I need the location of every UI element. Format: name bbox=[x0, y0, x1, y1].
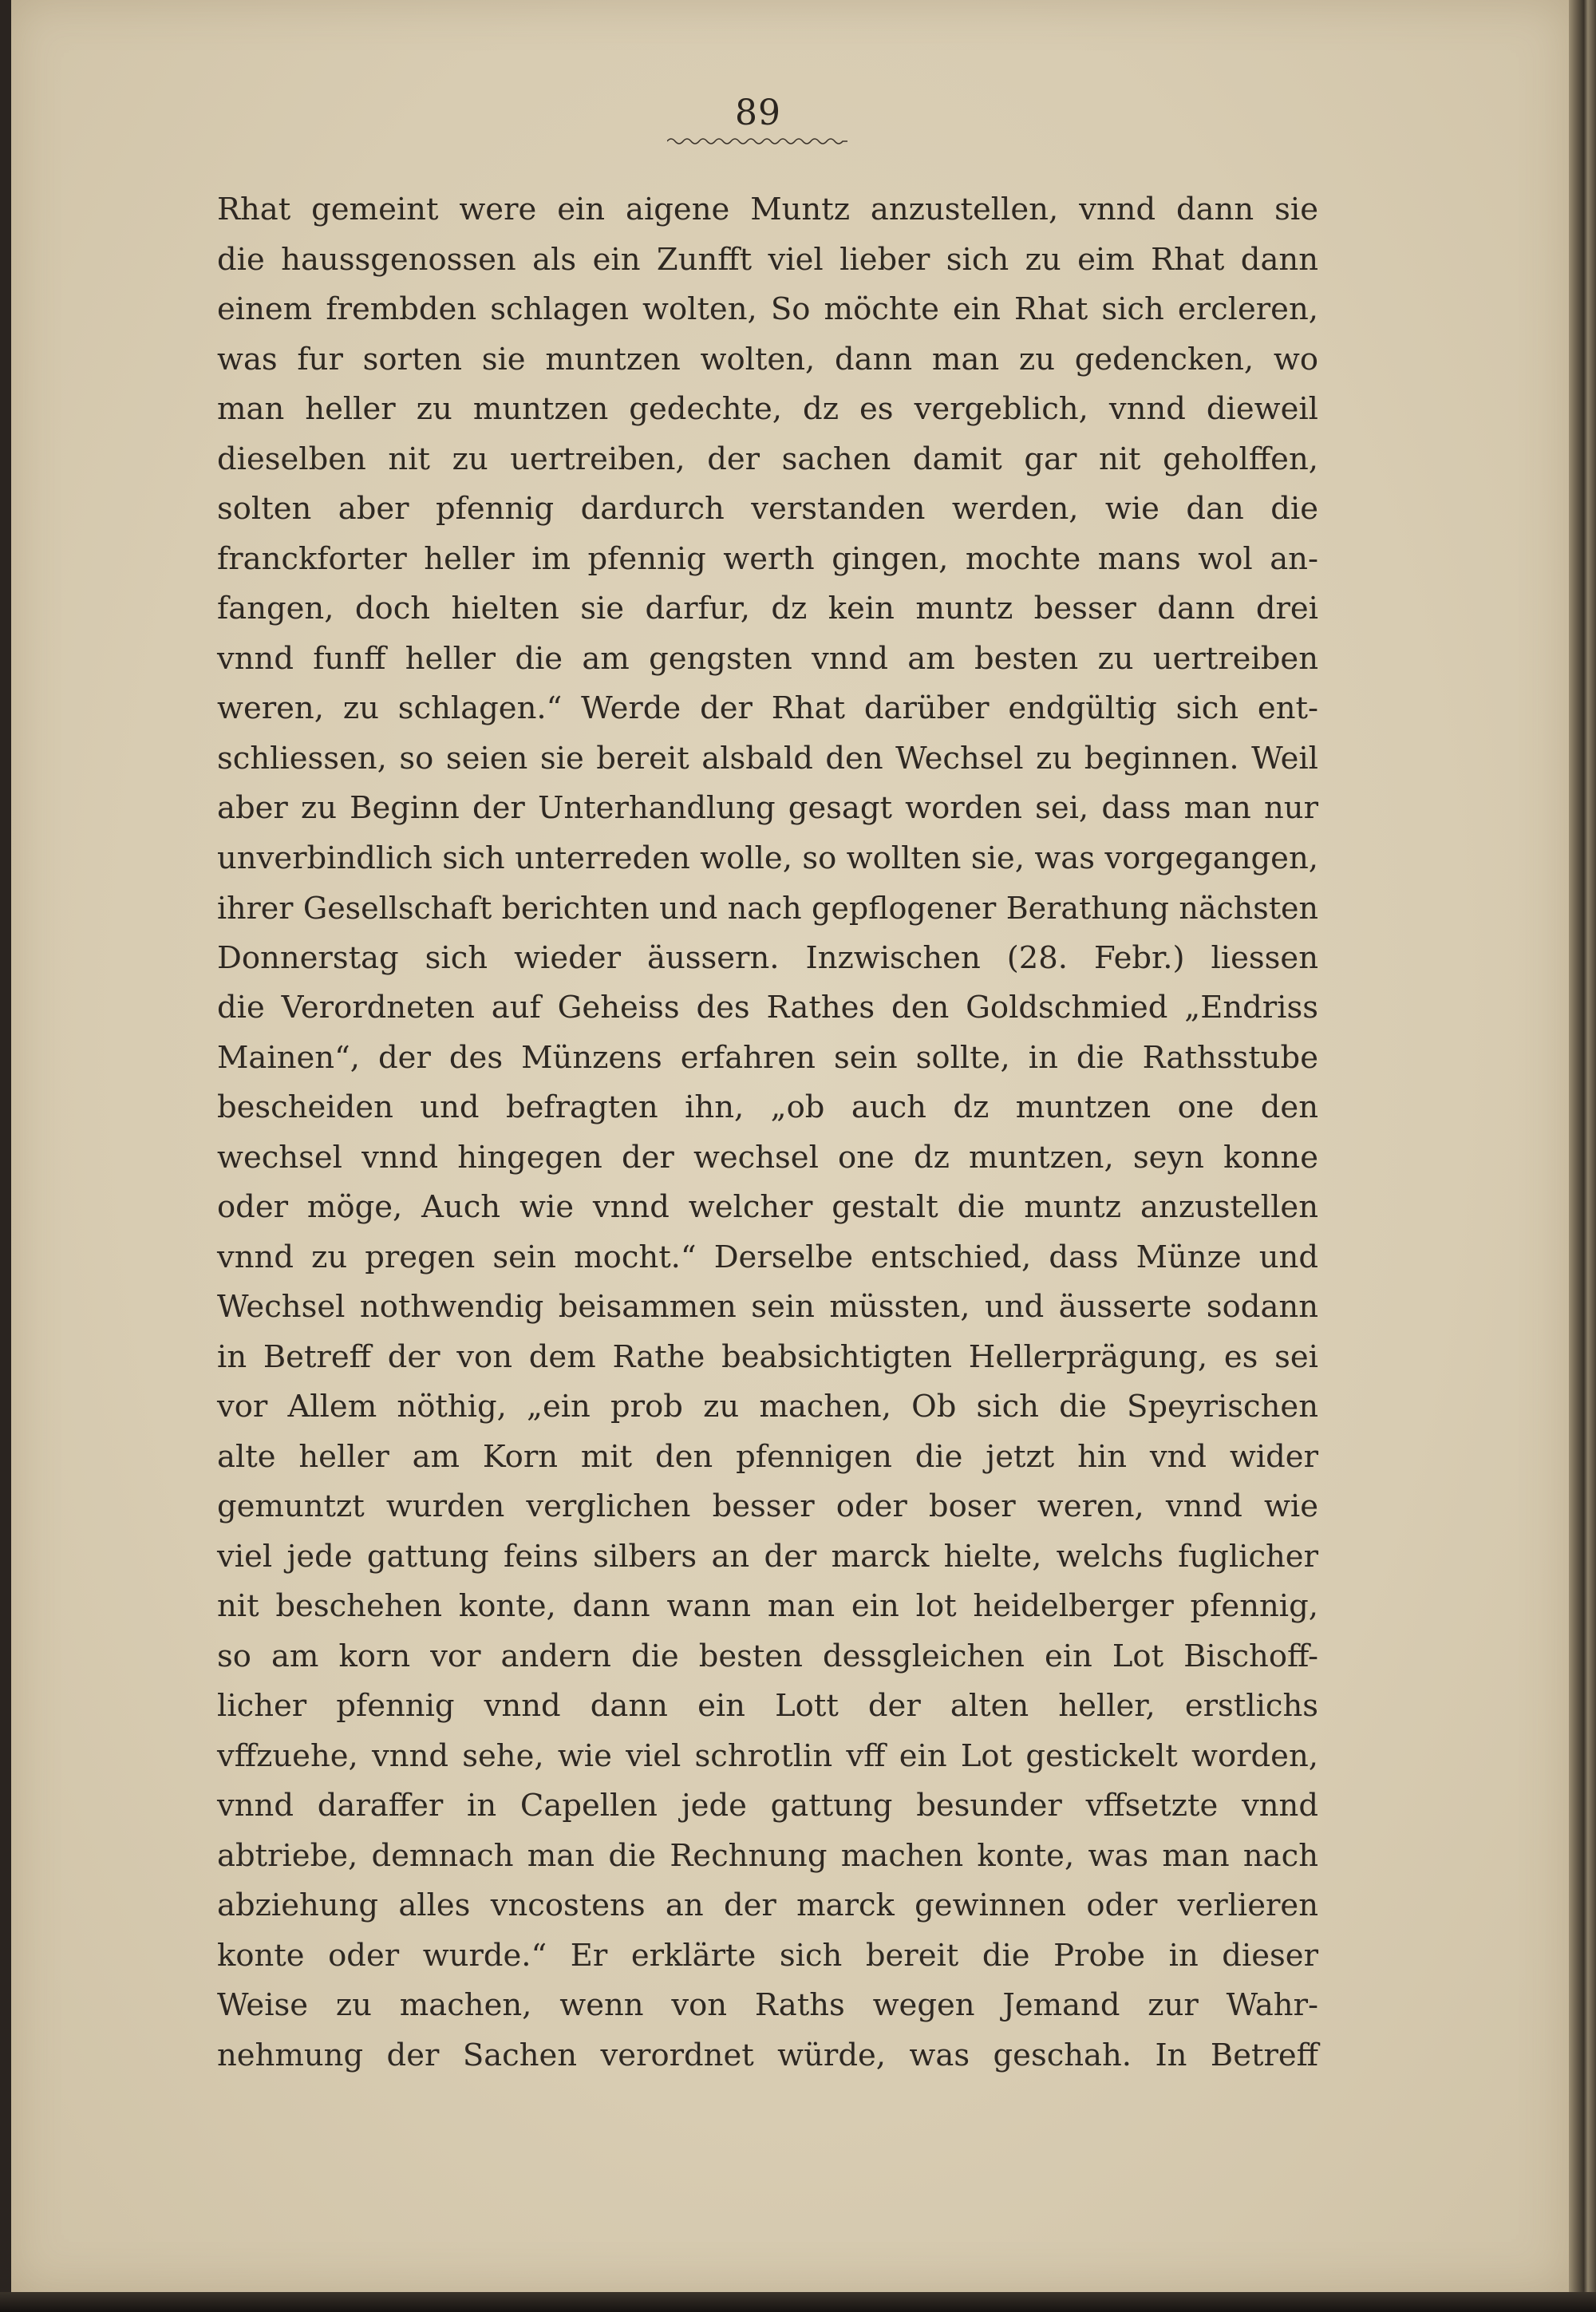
text-line: die haussgenossen als ein Zunfft viel lieber sich zu eim Rhat dann bbox=[217, 241, 1318, 278]
text-line: man heller zu muntzen gedechte, dz es vergeblich, vnnd dieweil bbox=[217, 391, 1318, 427]
text-line: vnnd zu pregen sein mocht.“ Derselbe entschied, dass Münze und bbox=[217, 1239, 1318, 1275]
page-edge-bottom bbox=[0, 2292, 1596, 2312]
text-line: solten aber pfennig dardurch verstanden werden, wie dan die bbox=[217, 491, 1318, 527]
text-line: Mainen“, der des Münzens erfahren sein sollte, in die Rathsstube bbox=[217, 1039, 1318, 1076]
text-line: alte heller am Korn mit den pfennigen die jetzt hin vnd wider bbox=[217, 1438, 1318, 1475]
binding-shadow-left bbox=[0, 0, 11, 2312]
text-line: vffzuehe, vnnd sehe, wie viel schrotlin vff ein Lot gestickelt worden, bbox=[217, 1737, 1318, 1774]
text-line: Donnerstag sich wieder äussern. Inzwischen (28. Febr.) liessen bbox=[217, 939, 1318, 976]
text-line: Weise zu machen, wenn von Raths wegen Jemand zur Wahr- bbox=[217, 1987, 1318, 2023]
text-line: so am korn vor andern die besten dessgleichen ein Lot Bischoff- bbox=[217, 1638, 1318, 1674]
text-line: gemuntzt wurden verglichen besser oder boser weren, vnnd wie bbox=[217, 1488, 1318, 1524]
text-line: abtriebe, demnach man die Rechnung machen konte, was man nach bbox=[217, 1837, 1318, 1874]
text-line: schliessen, so seien sie bereit alsbald den Wechsel zu beginnen. Weil bbox=[217, 740, 1318, 777]
text-line: konte oder wurde.“ Er erklärte sich bereit die Probe in dieser bbox=[217, 1937, 1318, 1974]
text-line: vnnd daraffer in Capellen jede gattung besunder vffsetzte vnnd bbox=[217, 1788, 1318, 1824]
text-line: unverbindlich sich unterreden wolle, so wollten sie, was vorgegangen, bbox=[217, 840, 1318, 876]
text-line: licher pfennig vnnd dann ein Lott der alten heller, erstlichs bbox=[217, 1688, 1318, 1724]
text-line: abziehung alles vncostens an der marck gewinnen oder verlieren bbox=[217, 1887, 1318, 1923]
text-line: Wechsel nothwendig beisammen sein müssten, und äusserte sodann bbox=[217, 1289, 1318, 1325]
text-line: die Verordneten auf Geheiss des Rathes den Goldschmied „Endriss bbox=[217, 990, 1318, 1026]
page-edge-right bbox=[1569, 0, 1596, 2312]
text-line: in Betreff der von dem Rathe beabsichtigten Hellerprägung, es sei bbox=[217, 1338, 1318, 1375]
body-paragraph bbox=[217, 185, 1318, 2081]
text-line: aber zu Beginn der Unterhandlung gesagt worden sei, dass man nur bbox=[217, 790, 1318, 826]
ornamental-rule bbox=[667, 136, 847, 147]
page-number: 89 bbox=[735, 93, 781, 133]
text-line: bescheiden und befragten ihn, „ob auch dz muntzen one den bbox=[217, 1089, 1318, 1125]
text-line: viel jede gattung feins silbers an der marck hielte, welchs fuglicher bbox=[217, 1538, 1318, 1575]
text-line: Rhat gemeint were ein aigene Muntz anzustellen, vnnd dann sie bbox=[217, 192, 1318, 227]
text-line: einem frembden schlagen wolten, So möchte ein Rhat sich ercleren, bbox=[217, 291, 1318, 327]
text-line: nehmung der Sachen verordnet würde, was geschah. In Betreff bbox=[217, 2037, 1318, 2073]
text-line: franckforter heller im pfennig werth gingen, mochte mans wol an- bbox=[217, 540, 1318, 577]
text-line: dieselben nit zu uertreiben, der sachen damit gar nit geholffen, bbox=[217, 441, 1318, 477]
text-line: weren, zu schlagen.“ Werde der Rhat darüber endgültig sich ent- bbox=[217, 690, 1318, 726]
text-line: fangen, doch hielten sie darfur, dz kein muntz besser dann drei bbox=[217, 591, 1318, 626]
text-line: wechsel vnnd hingegen der wechsel one dz muntzen, seyn konne bbox=[217, 1139, 1318, 1176]
text-line: nit beschehen konte, dann wann man ein lot heidelberger pfennig, bbox=[217, 1588, 1318, 1624]
text-line: vnnd funff heller die am gengsten vnnd am besten zu uertreiben bbox=[217, 640, 1318, 677]
text-line: oder möge, Auch wie vnnd welcher gestalt die muntz anzustellen bbox=[217, 1189, 1318, 1225]
text-line: was fur sorten sie muntzen wolten, dann man zu gedencken, wo bbox=[217, 341, 1318, 377]
text-line: vor Allem nöthig, „ein prob zu machen, Ob sich die Speyrischen bbox=[217, 1389, 1318, 1425]
text-line: ihrer Gesellschaft berichten und nach gepflogener Berathung nächsten bbox=[217, 891, 1318, 926]
